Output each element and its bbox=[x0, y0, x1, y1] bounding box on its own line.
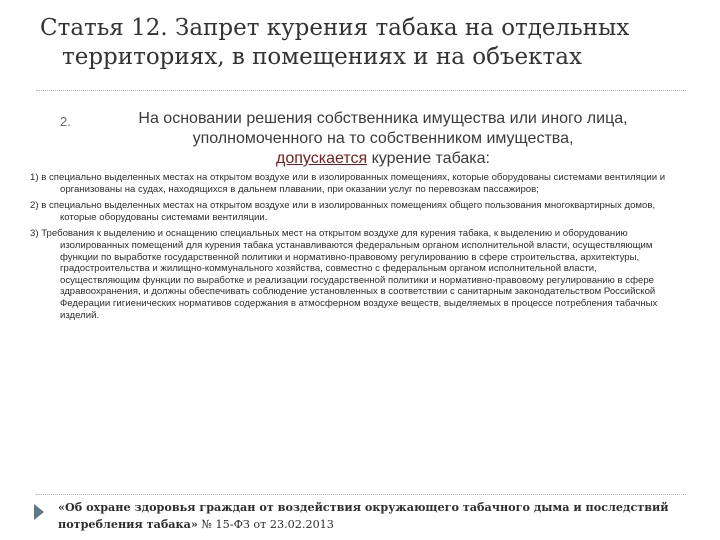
allowed-word: допускается bbox=[276, 150, 368, 167]
paragraph-2-line-2: уполномоченного на то собственником имущества, bbox=[192, 130, 574, 147]
footer-divider bbox=[36, 494, 686, 495]
page-title bbox=[40, 14, 680, 72]
paragraph-number: 2. bbox=[60, 114, 71, 129]
bullet-arrow-icon bbox=[34, 504, 44, 520]
title-divider bbox=[36, 90, 686, 91]
list-item-1: 1) в специально выделенных местах на открытом воздухе или в изолированных помещениях, которые оборудованы системами вентиляции и организованы на судах, находящихся в дальнем плавании, при оказании услуг по перевозкам пассажиров; bbox=[30, 172, 666, 195]
list-item-3: 3) Требования к выделению и оснащению специальных мест на открытом воздухе для курения табака, к выделению и оборудованию изолированных помещений для курения табака устанавливаются федеральным органом исполнительной власти, осуществляющим функции по выработке государственной политики и нормативно-правовому регулированию в сфере строительства, архитектуры, градостроительства и жилищно-коммунального хозяйства, совместно с федеральным органом исполнительной власти, осуществляющим функции по выработке и реализации государственной политики и нормативно-правовому регулированию в сфере здравоохранения, и должны обеспечивать соблюдение установленных в соответствии с санитарным законодательством Российской Федерации гигиенических нормативов содержания в атмосферном воздухе веществ, выделяемых в процессе потребления табачных изделий. bbox=[30, 228, 658, 321]
items-list bbox=[30, 172, 678, 326]
paragraph-2-line-3-rest: курение табака: bbox=[367, 150, 490, 167]
paragraph-2-line-1: На основании решения собственника имущества или иного лица, bbox=[138, 110, 628, 127]
paragraph-2-line-3 bbox=[98, 149, 668, 169]
title-line-1: Статья 12. Запрет курения табака на отдельных bbox=[40, 15, 630, 41]
law-title: «Об охране здоровья граждан от воздействия окружающего табачного дыма и последствий потребления табака» bbox=[58, 500, 669, 531]
list-item-2: 2) в специально выделенных местах на открытом воздухе или в изолированных помещениях общего пользования многоквартирных домов, которые оборудованы системами вентиляции. bbox=[30, 200, 656, 223]
title-line-2: территориях, в помещениях и на объектах bbox=[62, 44, 582, 70]
paragraph-2 bbox=[98, 109, 668, 169]
footer-citation bbox=[58, 499, 678, 533]
law-number: № 15-ФЗ от 23.02.2013 bbox=[197, 518, 334, 531]
